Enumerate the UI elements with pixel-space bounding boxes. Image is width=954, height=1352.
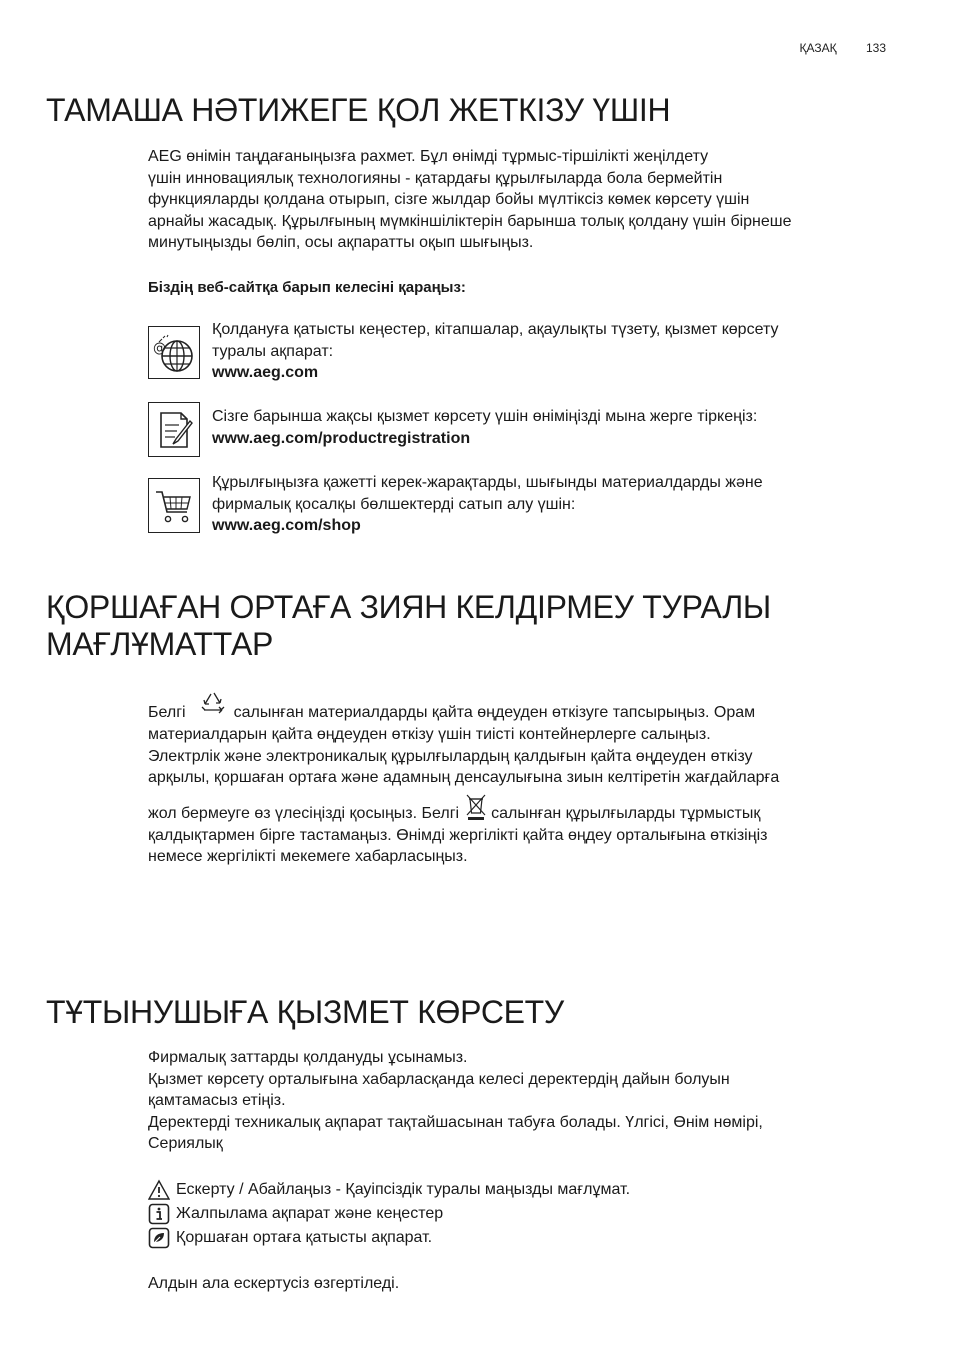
registration-text: Сізге барынша жақсы қызмет көрсету үшін өніміңізді мына жерге тіркеңіз: www.aeg.com/productregistration	[212, 406, 892, 449]
registration-icon	[152, 407, 196, 453]
visit-website-label: Біздің веб-сайтқа барып келесіні қараңыз:	[148, 279, 466, 296]
page-header	[800, 41, 886, 55]
section-title-environment: ҚОРШАҒАН ОРТАҒА ЗИЯН КЕЛДІРМЕУ ТУРАЛЫ МАҒЛҰМАТТАР	[46, 589, 771, 662]
svg-text:@: @	[153, 340, 166, 356]
shopping-cart-icon	[152, 484, 196, 528]
warning-triangle-icon	[148, 1179, 170, 1201]
globe-icon-box	[148, 326, 200, 379]
shop-text: Құрылғыңызға қажетті керек-жарақтарды, шығынды материалдарды және фирмалық қосалқы бөлшектерді сатып алу үшін: www.aeg.com/shop	[212, 472, 892, 537]
legend-info: Жалпылама ақпарат және кеңестер	[148, 1203, 443, 1225]
recycle-icon	[200, 690, 228, 720]
registration-icon-box	[148, 402, 200, 457]
weee-crossed-bin-icon	[465, 793, 487, 821]
link-aeg-com[interactable]: www.aeg.com	[212, 364, 319, 382]
shopping-cart-icon-box	[148, 478, 200, 533]
customer-service-paragraph: Фирмалық заттарды қолдануды ұсынамыз. Қызмет көрсету орталығына хабарласқанда келесі деректердің дайын болуын қамтамасыз етіңіз. Деректерді техникалық ақпарат тақтайшасынан табуға болады. Үлгісі, Өнім нөмірі, Сериялық	[148, 1049, 763, 1153]
environment-leaf-icon	[148, 1227, 170, 1249]
section-title-results: ТАМАША НӘТИЖЕГЕ ҚОЛ ЖЕТКІЗУ ҮШІН	[46, 92, 671, 128]
globe-icon	[151, 330, 197, 376]
language-label: ҚАЗАҚ	[799, 41, 837, 55]
intro-paragraph: AEG өнімін таңдағаныңызға рахмет. Бұл өнімді тұрмыс-тіршілікті жеңілдету үшін инновациялық технологияны - қатардағы құрылғыларда бола бермейтін функцияларды қолдана отырып, сізге жылдар бойы мүлтіксіз көмек көрсету үшін арнайы жасадық. Құрылғының мүмкіншіліктерін барынша толық қолдану үшін бірнеше минутыңызды бөліп, осы ақпаратты оқып шығыңыз.	[148, 148, 792, 252]
info-icon	[148, 1203, 170, 1225]
page-number: 133	[865, 41, 886, 55]
environment-paragraph: Белгі салынған материалдарды қайта өңдеуден өткізуге тапсырыңыз. Орам материалдарын қайта өңдеуден өткізу үшін тиісті контейнерлерге салыңыз. Электрлік және электроникалық құрылғылардың қалдығын қайта өңдеуден өткізу арқылы, қоршаған ортаға және адамның денсаулығына зиын келтіретін жағдайларға жол бермеуге өз үлесіңізді қосыңыз. Белгі салынған құрылғыларды тұрмыстық қалдықтармен бірге тастамаңыз. Өнімді жергілікті қайта өңдеу орталығына өткізіңіз немесе жергілікті мекемеге хабарласыңыз.	[148, 686, 888, 868]
section-title-customer-service: ТҰТЫНУШЫҒА ҚЫЗМЕТ КӨРСЕТУ	[46, 994, 564, 1030]
link-info-text: Қолдануға қатысты кеңестер, кітапшалар, ақаулықты түзету, қызмет көрсету туралы ақпарат: www.aeg.com	[212, 319, 892, 384]
link-product-registration[interactable]: www.aeg.com/productregistration	[212, 429, 471, 447]
legend-warning: Ескерту / Абайлаңыз - Қауіпсіздік туралы маңызды мағлұмат.	[148, 1179, 630, 1201]
legend-environment: Қоршаған ортаға қатысты ақпарат.	[148, 1227, 432, 1249]
link-aeg-shop[interactable]: www.aeg.com/shop	[212, 517, 361, 535]
footer-note: Алдын ала ескертусіз өзгертіледі.	[148, 1275, 400, 1292]
